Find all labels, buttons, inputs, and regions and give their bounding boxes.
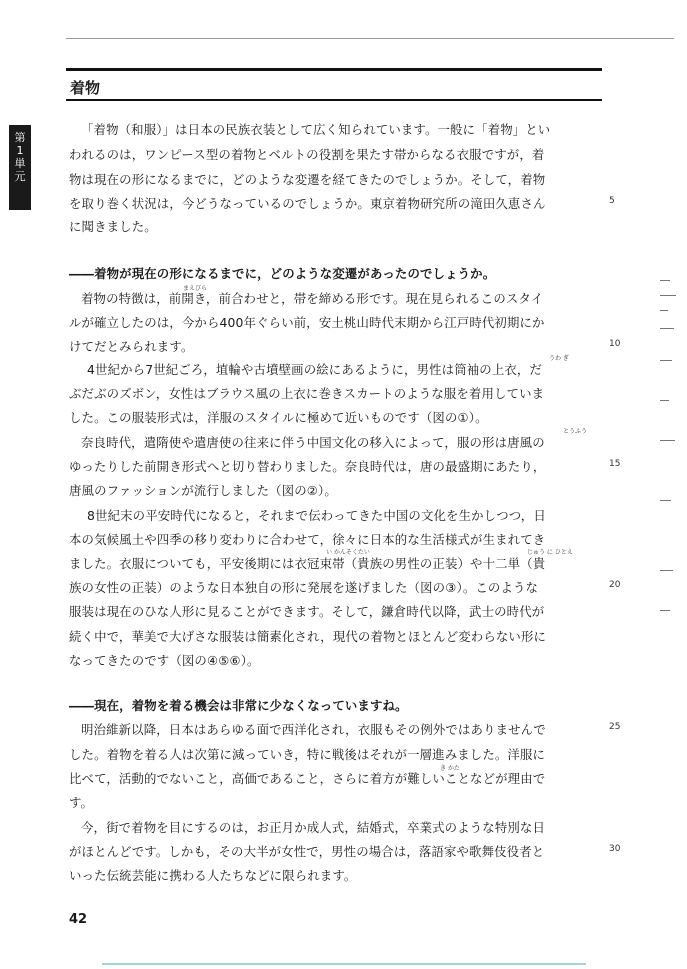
body-line: 物は現在の形になるまでに，どのような変遷を経てきたのでしょうか。そして，着物 bbox=[69, 172, 546, 187]
body-line: を取り巻く状況は，今どうなっているのでしょうか。東京着物研究所の滝田久恵さん bbox=[69, 196, 546, 211]
furigana: うわ ぎ bbox=[549, 355, 569, 362]
body-line: した。着物を着る人は次第に減っていき，特に戦後はそれが一層進みました。洋服に bbox=[69, 747, 546, 762]
section-title: 着物 bbox=[70, 79, 101, 97]
interview-question: ――現在，着物を着る機会は非常に少なくなっていますね。 bbox=[69, 698, 408, 713]
body-line: 明治維新以降，日本はあらゆる面で西洋化され，衣服もその例外ではありませんで bbox=[81, 722, 546, 737]
title-rule-top bbox=[66, 68, 602, 71]
page-number: 42 bbox=[69, 912, 88, 927]
furigana: じゅう に ひとえ bbox=[527, 549, 573, 556]
body-line: 本の気候風土や四季の移り変わりに合わせて，徐々に日本的な生活様式が生まれてき bbox=[69, 532, 546, 547]
line-number: 30 bbox=[609, 844, 621, 854]
furigana: い かんそくたい bbox=[326, 549, 370, 556]
body-line: いった伝統芸能に携わる人たちなどに限られます。 bbox=[69, 868, 357, 883]
body-line: けてだとみられます。 bbox=[69, 339, 194, 354]
body-line: 8世紀末の平安時代になると，それまで伝わってきた中国の文化を生かしつつ，日 bbox=[87, 508, 546, 523]
body-line: に聞きました。 bbox=[69, 219, 157, 234]
furigana: とうふう bbox=[563, 428, 588, 435]
footer-rule bbox=[102, 963, 586, 965]
body-line: なってきたのです（図の④⑤⑥）。 bbox=[69, 653, 260, 668]
body-line: 比べて，活動的でないこと，高価であること，さらに着方が難しいことなどが理由で bbox=[69, 771, 546, 786]
body-line: 服装は現在のひな人形に見ることができます。そして，鎌倉時代以降，武士の時代が bbox=[69, 604, 545, 619]
interview-question: ――着物が現在の形になるまでに，どのような変遷があったのでしょうか。 bbox=[69, 266, 496, 281]
body-line: 今，街で着物を目にするのは，お正月か成人式，結婚式，卒業式のような特別な日 bbox=[81, 820, 546, 835]
body-line: ゆったりした前開き形式へと切り替わりました。奈良時代は，唐の最盛期にあたり， bbox=[69, 459, 546, 474]
body-line: 族の女性の正装）のような日本独自の形に発展を遂げました（図の③）。このような bbox=[69, 580, 539, 595]
body-line: 「着物（和服）」は日本の民族衣装として広く知られています。一般に「着物」とい bbox=[81, 122, 551, 137]
body-line: ぶだぶのズボン，女性はブラウス風の上衣に巻きスカートのような服を着用していま bbox=[69, 386, 545, 401]
side-tab-char: 1 bbox=[16, 144, 24, 157]
body-line: 着物の特徴は，前開き，前合わせと，帯を締める形です。現在見られるこのスタイ bbox=[81, 291, 544, 306]
body-line: した。この服装形式は，洋服のスタイルに極めて近いものです（図の①）。 bbox=[69, 410, 488, 425]
body-line: われるのは，ワンピース型の着物とベルトの役割を果たす帯からなる衣服ですが，着 bbox=[69, 147, 545, 162]
line-number: 5 bbox=[609, 196, 615, 206]
scan-edge-artifact bbox=[660, 270, 682, 640]
body-line: がほとんどです。しかも，その大半が女性で，男性の場合は，落語家や歌舞伎役者と bbox=[69, 844, 545, 859]
line-number: 10 bbox=[609, 339, 621, 349]
line-number: 25 bbox=[609, 722, 621, 732]
side-tab-char: 元 bbox=[14, 170, 26, 183]
body-line: 続く中で，華美で大げさな服装は簡素化され，現代の着物とほとんど変わらない形に bbox=[69, 629, 547, 644]
line-number: 15 bbox=[609, 459, 621, 469]
side-tab-char: 単 bbox=[14, 157, 26, 170]
furigana: き かた bbox=[440, 765, 460, 772]
body-line: 奈良時代，遣隋使や遣唐使の往来に伴う中国文化の移入によって，服の形は唐風の bbox=[81, 435, 545, 450]
title-rule-bottom bbox=[66, 99, 602, 101]
body-line: ルが確立したのは，今から400年ぐらい前，安土桃山時代末期から江戸時代初期にか bbox=[69, 315, 545, 330]
body-line: す。 bbox=[69, 795, 94, 810]
body-line: 唐風のファッションが流行しました（図の②）。 bbox=[69, 483, 337, 498]
furigana: まえびら bbox=[183, 285, 208, 292]
header-rule bbox=[66, 38, 674, 39]
line-number: 20 bbox=[609, 580, 621, 590]
body-line: 4世紀から7世紀ごろ，埴輪や古墳壁画の絵にあるように，男性は筒袖の上衣，だ bbox=[87, 362, 542, 377]
unit-side-tab bbox=[9, 125, 31, 210]
body-line: ました。衣服についても，平安後期には衣冠束帯（貴族の男性の正装）や十二単（貴 bbox=[69, 556, 546, 571]
side-tab-char: 第 bbox=[14, 131, 26, 144]
